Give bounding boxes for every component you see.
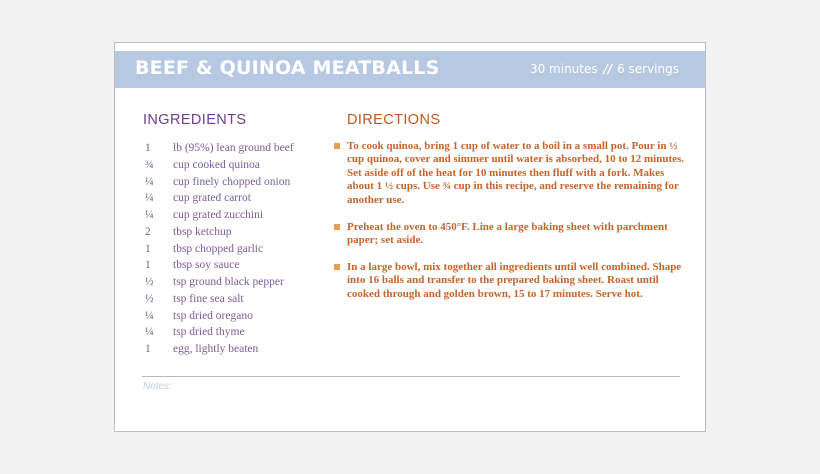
ingredient-item: tbsp soy sauce [173,259,240,272]
ingredient-row [141,140,294,157]
directions-heading: DIRECTIONS [347,112,441,128]
direction-text: In a large bowl, mix together all ingredients until well combined. Shape into 16 balls and transfer to the prepared baking sheet. Roast until cooked through and golden brown, 15 to 17 minutes. Serve hot. [347,260,682,300]
ingredient-row [141,324,294,341]
ingredient-quantity: 1 [145,242,151,255]
ingredient-item: egg, lightly beaten [173,343,259,355]
prep-time: 30 minutes [529,62,598,76]
ingredient-quantity: 1 [145,259,151,272]
direction-text: To cook quinoa, bring 1 cup of water to a boil in a small pot. Pour in ½ cup quinoa, cover and simmer until water is absorbed, 10 to 12 minutes. Set aside off of the heat for 10 minutes then fluff with a fork. Makes about 1 ½ cups. Use ¾ cup in this recipe, and reserve the remaining for another use. [347,140,685,206]
notes-divider [142,376,680,377]
ingredient-quantity: ¼ [145,192,154,205]
ingredient-item: tsp dried thyme [173,326,245,339]
direction-text: Preheat the oven to 450°F. Line a large baking sheet with parchment paper; set aside. [347,220,668,246]
ingredient-quantity: 2 [145,225,151,238]
ingredient-row [141,190,294,207]
ingredient-item: lb (95%) lean ground beef [173,142,294,154]
ingredient-row [141,174,294,191]
ingredient-quantity: 1 [145,142,151,154]
direction-step [334,261,688,301]
ingredient-item: tbsp chopped garlic [173,242,264,255]
directions-list [334,140,688,315]
direction-step [334,221,688,248]
recipe-title: BEEF & QUINOA MEATBALLS [135,57,440,79]
ingredient-quantity: ¼ [145,175,154,188]
ingredient-row [141,257,294,274]
recipe-meta [530,62,679,76]
meta-separator: // [603,62,613,76]
ingredient-item: tbsp ketchup [173,225,232,238]
ingredients-heading: INGREDIENTS [143,112,247,128]
ingredient-quantity: ½ [145,276,154,288]
ingredient-row [141,207,294,224]
square-bullet-icon [334,224,340,230]
ingredient-quantity: ½ [145,292,154,305]
ingredient-quantity: 1 [145,343,151,355]
ingredient-item: cup finely chopped onion [173,175,291,188]
ingredient-quantity: ¼ [145,209,154,221]
ingredient-row [141,341,294,358]
ingredient-item: cup cooked quinoa [173,158,260,171]
ingredient-item: cup grated carrot [173,192,251,205]
notes-label: Notes: [143,381,172,392]
direction-step [334,140,688,207]
ingredient-quantity: ¼ [145,309,154,322]
ingredient-row [141,157,294,174]
ingredient-row [141,241,294,258]
ingredient-item: cup grated zucchini [173,209,264,221]
servings: 6 servings [617,62,679,76]
ingredient-row [141,291,294,308]
ingredient-item: tsp fine sea salt [173,292,244,305]
ingredient-item: tsp ground black pepper [173,276,284,288]
ingredient-row [141,308,294,325]
square-bullet-icon [334,264,340,270]
ingredient-row [141,274,294,291]
ingredient-row [141,224,294,241]
recipe-header [115,51,705,88]
recipe-card [114,42,706,432]
ingredient-item: tsp dried oregano [173,309,253,322]
ingredient-quantity: ¾ [145,158,154,171]
ingredient-quantity: ¼ [145,326,154,339]
ingredients-list [141,140,294,358]
square-bullet-icon [334,143,340,149]
